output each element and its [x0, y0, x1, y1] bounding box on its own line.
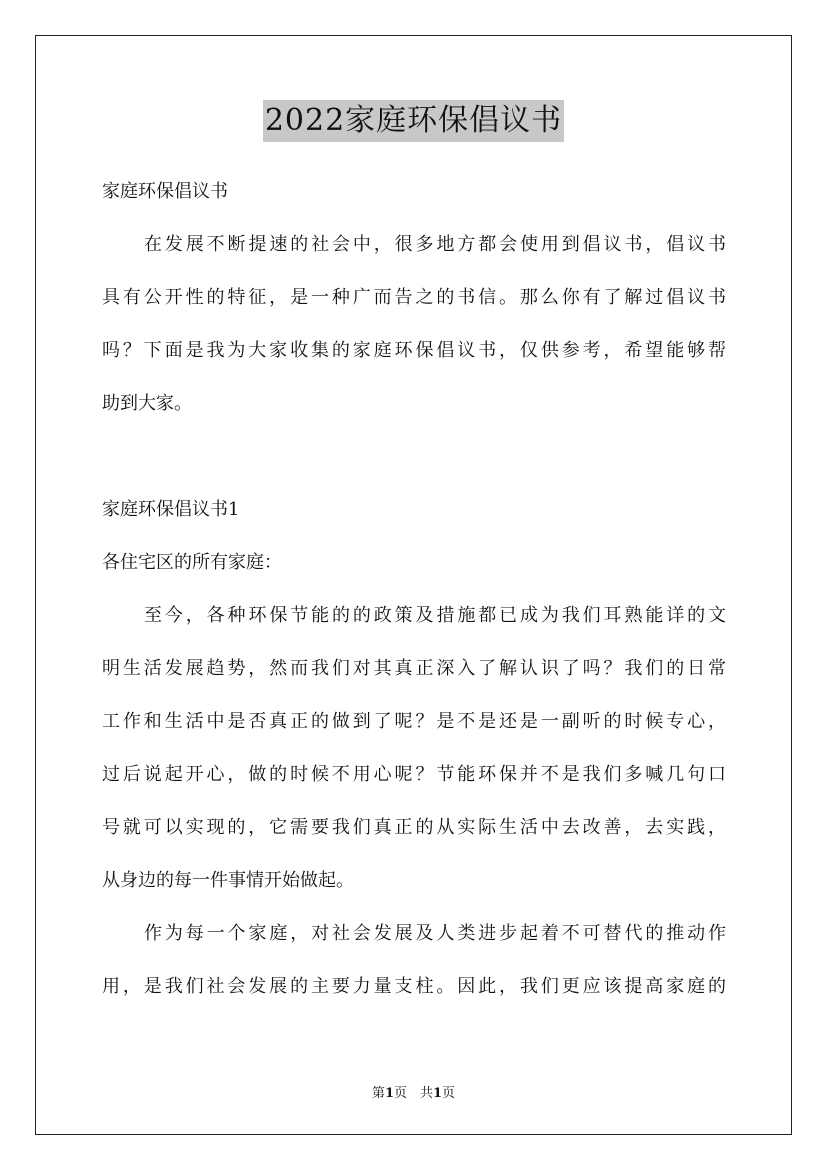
title-container: [0, 100, 827, 142]
paragraph-line: 过后说起开心，做的时候不用心呢？节能环保并不是我们多喊几句口: [102, 764, 726, 785]
body-paragraph: [102, 594, 726, 912]
page-number: 1: [384, 1086, 394, 1101]
paragraph-line: 具有公开性的特征，是一种广而告之的书信。那么你有了解过倡议书: [102, 287, 726, 308]
document-body: [102, 170, 726, 1018]
page-footer: [0, 1082, 827, 1101]
paragraph-line: 明生活发展趋势，然而我们对其真正深入了解认识了吗？我们的日常: [102, 658, 726, 679]
paragraph-line: 工作和生活中是否真正的做到了呢？是不是还是一副听的时候专心，: [102, 711, 726, 732]
section-heading: 家庭环保倡议书: [102, 181, 228, 202]
page-total: 1: [433, 1086, 443, 1101]
footer-text: 第: [371, 1086, 385, 1101]
paragraph-line: 作为每一个家庭，对社会发展及人类进步起着不可替代的推动作: [144, 923, 726, 944]
section-heading: 家庭环保倡议书1: [102, 499, 240, 520]
paragraph-line: 至今，各种环保节能的的政策及措施都已成为我们耳熟能详的文: [144, 605, 726, 626]
blank-line: [102, 435, 726, 488]
footer-text: 页: [442, 1086, 456, 1101]
salutation: 各住宅区的所有家庭：: [102, 552, 282, 573]
paragraph-line: 从身边的每一件事情开始做起。: [102, 870, 354, 891]
paragraph-line: 号就可以实现的，它需要我们真正的从实际生活中去改善，去实践，: [102, 817, 726, 838]
paragraph-line: 吗？下面是我为大家收集的家庭环保倡议书，仅供参考，希望能够帮: [102, 340, 726, 361]
paragraph-line: 用，是我们社会发展的主要力量支柱。因此，我们更应该提高家庭的: [102, 976, 726, 997]
footer-text: 页 共: [393, 1086, 433, 1101]
body-paragraph: [102, 912, 726, 1018]
document-title: 2022家庭环保倡议书: [263, 100, 564, 142]
paragraph-line: 在发展不断提速的社会中，很多地方都会使用到倡议书，倡议书: [144, 234, 726, 255]
paragraph-line: 助到大家。: [102, 393, 192, 414]
intro-paragraph: [102, 223, 726, 435]
